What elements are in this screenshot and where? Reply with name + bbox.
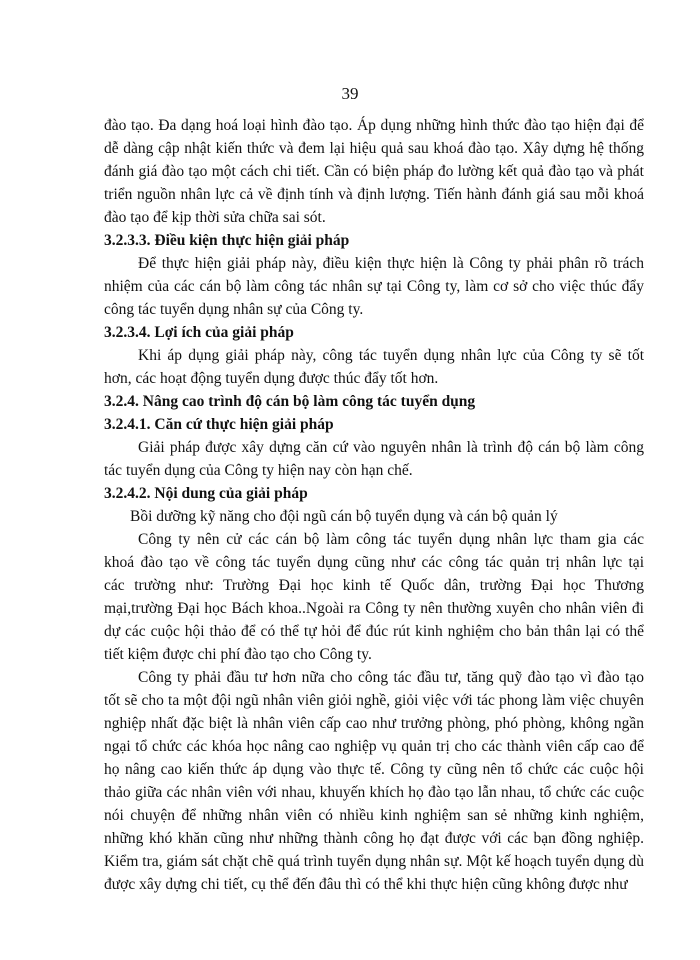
section-heading: 3.2.4.2. Nội dung của giải pháp	[104, 485, 308, 502]
text-line: dự các cuộc hội thảo để có thể tự hỏi để đúc rút kinh nghiệm cho bản thân lại có thể	[104, 623, 644, 640]
text-line: hơn, các hoạt động tuyển dụng được thúc đẩy tốt hơn.	[104, 370, 439, 387]
text-line: tốt sẽ cho ta một đội ngũ nhân viên giỏi nghề, giỏi việc với tác phong làm việc chuyên	[104, 692, 644, 709]
text-line: tiết kiệm được chi phí đào tạo cho Công ty.	[104, 646, 372, 663]
text-line: đào tạo để kịp thời sửa chữa sai sót.	[104, 209, 326, 226]
text-line: đánh giá đào tạo một cách chi tiết. Cần có biện pháp đo lường kết quả đào tạo và phát	[104, 163, 644, 180]
text-line: những khó khăn cũng như những thành công họ đạt được với các bạn đồng nghiệp.	[104, 830, 644, 847]
paragraph	[104, 344, 644, 390]
paragraph	[104, 528, 644, 666]
text-line: Bồi dưỡng kỹ năng cho đội ngũ cán bộ tuyển dụng và cán bộ quản lý	[130, 508, 558, 525]
text-line: mại,trường Đại học Bách khoa..Ngoài ra Công ty nên thường xuyên cho nhân viên đi	[104, 600, 644, 617]
text-line: tác tuyển dụng của Công ty hiện nay còn hạn chế.	[104, 462, 413, 479]
text-line: Giải pháp được xây dựng căn cứ vào nguyên nhân là trình độ cán bộ làm công	[138, 439, 644, 456]
text-line: thảo giữa các nhân viên với nhau, khuyến khích họ đào tạo lẫn nhau, tổ chức các cuộc	[104, 784, 644, 801]
text-line: triển nguồn nhân lực cả về định tính và định lượng. Tiến hành đánh giá sau mỗi khoá	[104, 186, 644, 203]
text-line: công tác tuyển dụng nhân sự của Công ty.	[104, 301, 364, 318]
paragraph	[104, 436, 644, 482]
text-line: khoá đào tạo về công tác tuyển dụng cũng như các công tác quản trị nhân lực tại	[104, 554, 644, 571]
text-line: Kiểm tra, giám sát chặt chẽ quá trình tuyển dụng nhân sự. Một kế hoạch tuyển dụng dù	[104, 853, 645, 870]
text-line: Để thực hiện giải pháp này, điều kiện thực hiện là Công ty phải phân rõ trách	[138, 255, 644, 272]
text-line: nhiệm của các cán bộ làm công tác nhân sự tại Công ty, làm cơ sở cho việc thúc đẩy	[104, 278, 644, 295]
text-line: đào tạo. Đa dạng hoá loại hình đào tạo. Áp dụng những hình thức đào tạo hiện đại để	[104, 117, 644, 134]
section-heading: 3.2.4.1. Căn cứ thực hiện giải pháp	[104, 416, 334, 433]
section-heading: 3.2.3.4. Lợi ích của giải pháp	[104, 324, 294, 341]
paragraph	[104, 114, 644, 229]
paragraph	[104, 505, 644, 528]
text-line: nghiệp nhất đặc biệt là nhân viên cấp cao như trưởng phòng, phó phòng, không ngần	[104, 715, 644, 732]
paragraph	[104, 252, 644, 321]
page-number: 39	[341, 84, 359, 103]
text-line: dễ dàng cập nhật kiến thức và đem lại hiệu quả sau khoá đào tạo. Xây dựng hệ thống	[104, 140, 644, 157]
paragraph	[104, 666, 644, 896]
text-line: ngại tổ chức các khóa học nâng cao nghiệp vụ quản trị cho các thành viên cấp cao để	[104, 738, 644, 755]
section-heading: 3.2.3.3. Điều kiện thực hiện giải pháp	[104, 232, 350, 249]
section-heading: 3.2.4. Nâng cao trình độ cán bộ làm công tác tuyển dụng	[104, 393, 476, 410]
text-line: Khi áp dụng giải pháp này, công tác tuyển dụng nhân lực của Công ty sẽ tốt	[138, 347, 644, 364]
text-line: được xây dựng chi tiết, cụ thể đến đâu thì có thể khi thực hiện cũng không được như	[104, 876, 628, 893]
text-line: Công ty nên cử các cán bộ làm công tác tuyển dụng nhân lực tham gia các	[138, 531, 644, 548]
text-line: nói chuyện để những nhân viên có nhiều kinh nghiệm san sẻ những kinh nghiệm,	[104, 807, 644, 824]
text-line: họ nâng cao kiến thức áp dụng vào thực tế. Công ty cũng nên tổ chức các cuộc hội	[104, 761, 644, 778]
page-body	[104, 114, 644, 896]
text-line: các trường như: Trường Đại học kinh tế Quốc dân, trường Đại học Thương	[104, 577, 644, 594]
text-line: Công ty phải đầu tư hơn nữa cho công tác đầu tư, tăng quỹ đào tạo vì đào tạo	[138, 669, 644, 686]
